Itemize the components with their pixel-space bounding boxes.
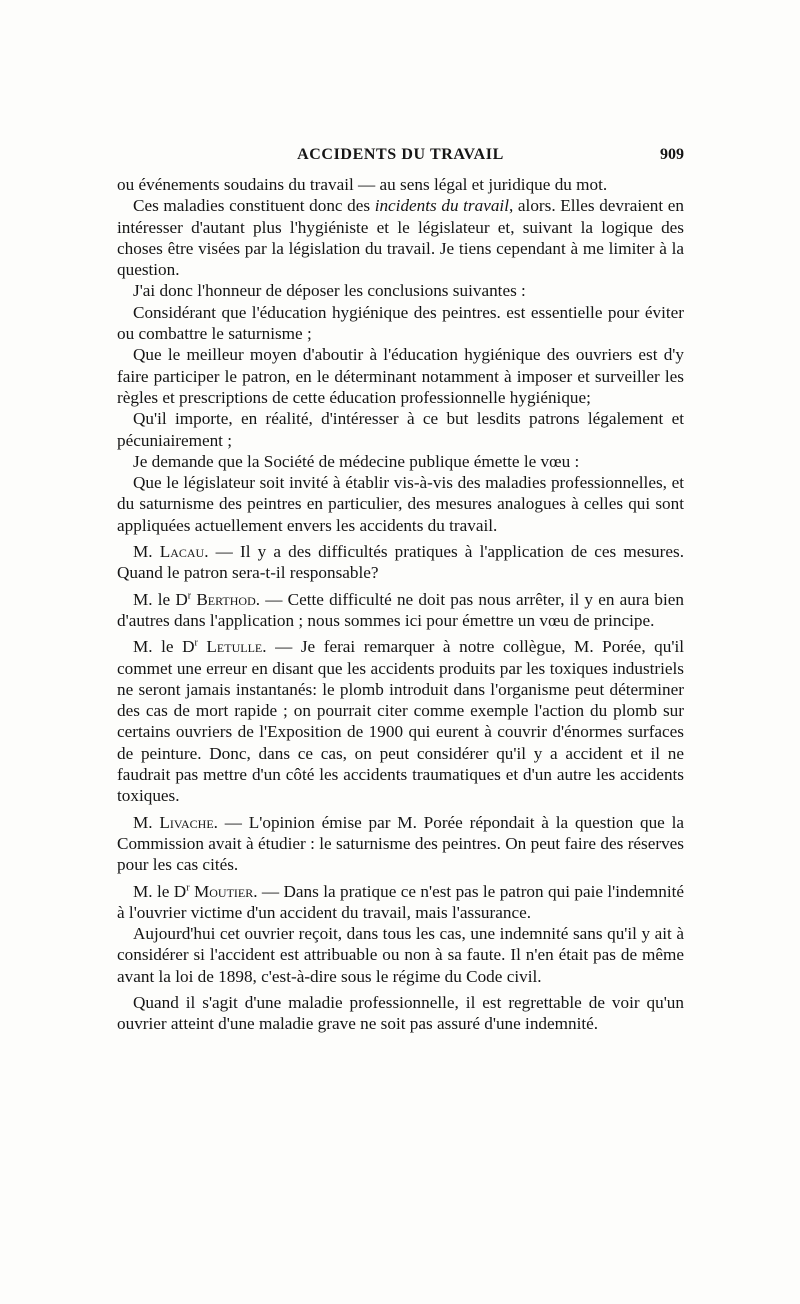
paragraph: Quand il s'agit d'une maladie professionnelle, il est regrettable de voir qu'un ouvrier atteint d'une maladie grave ne soit pas assuré d'une indemnité. xyxy=(117,992,684,1034)
speech-text: . — Cette difficulté ne doit pas nous arrêter, il y en aura bien d'autres dans l'application ; nous sommes ici pour émettre un vœu de principe. xyxy=(117,589,684,630)
speaker-paragraph xyxy=(117,812,684,876)
speaker-paragraph xyxy=(117,881,684,924)
speech-text: . — Je ferai remarquer à notre collègue, M. Porée, qu'il commet une erreur en disant que les accidents produits par les toxiques industriels ne seront jamais instantanés: le plomb introduit dans l'organisme peut déterminer des cas de mort rapide ; on pourrait citer comme exemple l'action du plomb sur certains ouvriers de l'Exposition de 1900 qui eurent à couvrir d'énormes surfaces de peinture. Donc, dans ce cas, on peut considérer qu'il y a accident et il ne faudrait pas mettre d'un côté les accidents traumatiques et d'un autre les accidents toxiques. xyxy=(117,637,684,806)
speaker-prefix: M. xyxy=(133,812,160,832)
speech-text: . — Il y a des difficultés pratiques à l'application de ces mesures. Quand le patron sera-t-il responsable? xyxy=(117,542,684,583)
running-title: ACCIDENTS DU TRAVAIL xyxy=(297,146,504,163)
paragraph: Aujourd'hui cet ouvrier reçoit, dans tous les cas, une indemnité sans qu'il y ait à considérer si l'accident est attribuable ou non à sa faute. Il n'en était pas de même avant la loi de 1898, c'est-à-dire sous le régime du Code civil. xyxy=(117,924,684,986)
paragraph xyxy=(117,195,684,280)
speaker-prefix: M. le D xyxy=(133,637,195,657)
paragraph: ou événements soudains du travail — au sens légal et juridique du mot. xyxy=(117,175,608,194)
paragraph: Que le meilleur moyen d'aboutir à l'éducation hygiénique des ouvriers est d'y faire participer le patron, en le déterminant notamment à imposer et surveiller les règles et prescriptions de cette éducation professionnelle hygiénique; xyxy=(117,345,684,407)
text-run: Ces maladies constituent donc des xyxy=(133,196,375,216)
paragraph: Qu'il importe, en réalité, d'intéresser à ce but lesdits patrons légalement et pécuniairement ; xyxy=(117,409,684,450)
speaker-prefix: M. le D xyxy=(133,881,187,901)
speaker-name: Letulle xyxy=(206,637,263,657)
speaker-prefix: M. xyxy=(133,542,160,562)
title-superscript: r xyxy=(186,881,190,893)
text-run: , alors. Elles devraient en intéresser d'autant plus l'hygiéniste et le législateur et, suivant la logique des choses être visées par la législation du travail. Je tiens cependant à me limiter à la question. xyxy=(117,196,684,280)
speech-text: . — L'opinion émise par M. Porée répondait à la question que la Commission avait à étudier : le saturnisme des peintres. On peut faire des réserves pour les cas cités. xyxy=(117,812,684,875)
italic-phrase: incidents du travail xyxy=(374,196,509,216)
speaker-name: Livache xyxy=(159,812,214,832)
speaker-paragraph xyxy=(117,541,684,584)
speaker-prefix: M. le D xyxy=(133,589,188,609)
speaker-name: Moutier xyxy=(193,881,254,901)
speaker-paragraph xyxy=(117,636,684,806)
paragraph: Considérant que l'éducation hygiénique des peintres. est essentielle pour éviter ou combattre le saturnisme ; xyxy=(117,302,684,344)
speaker-name: Berthod xyxy=(196,589,256,609)
speaker-name: Lacau xyxy=(159,542,205,562)
speaker-paragraph xyxy=(117,589,684,632)
paragraph: J'ai donc l'honneur de déposer les conclusions suivantes : xyxy=(133,281,526,301)
paragraph: Je demande que la Société de médecine publique émette le vœu : xyxy=(133,451,580,471)
speech-text: . — Dans la pratique ce n'est pas le patron qui paie l'indemnité à l'ouvrier victime d'un accident du travail, mais l'assurance. xyxy=(117,881,685,922)
body-text xyxy=(117,174,684,1035)
page-number: 909 xyxy=(660,146,684,163)
paragraph: Que le législateur soit invité à établir vis-à-vis des maladies professionnelles, et du saturnisme des peintres en particulier, des mesures analogues à celles qui sont appliquées actuellement envers les accidents du travail. xyxy=(117,473,684,535)
title-superscript: r xyxy=(187,589,192,601)
title-superscript: r xyxy=(194,637,198,649)
running-header xyxy=(117,146,684,168)
